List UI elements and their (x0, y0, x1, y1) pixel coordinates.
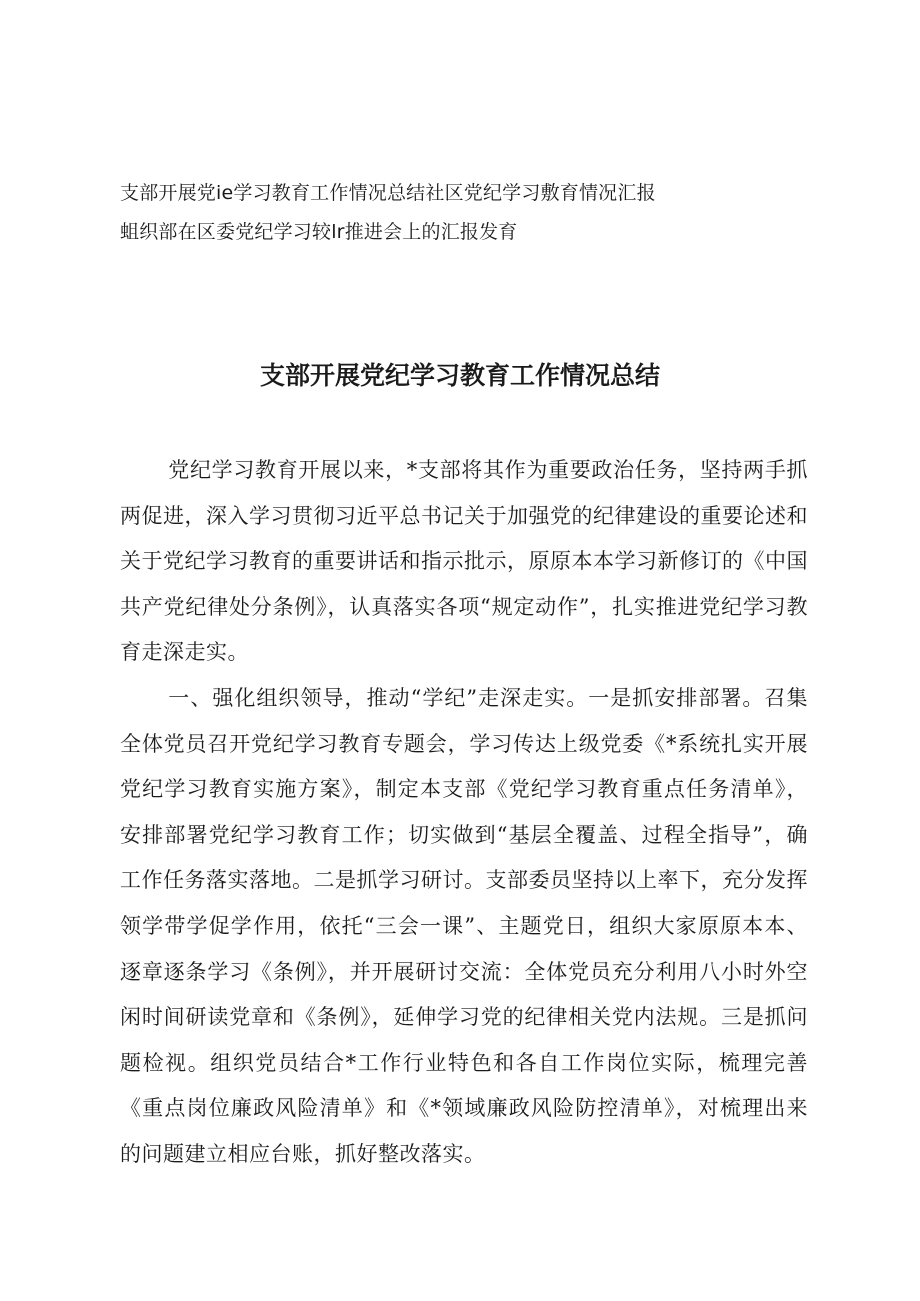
body-paragraph-intro: 党纪学习教育开展以来，*支部将其作为重要政治任务，坚持两手抓两促进，深入学习贯彻习近平总书记关于加强党的纪律建设的重要论述和关于党纪学习教育的重要讲话和指示批示，原原本本学习新修订的《中国共产党纪律处分条例》，认真落实各项“规定动作”，扎实推进党纪学习教育走深走实。 (120, 458, 808, 665)
related-article-title-2: 蛆织部在区委党纪学习较lr推进会上的汇报发育 (120, 221, 518, 243)
related-article-title-1: 支部开展党ie学习教育工作情况总结社区党纪学习敷育情况汇报 (120, 182, 656, 204)
body-paragraph-section-1: 一、强化组织领导，推动“学纪”走深走实。一是抓安排部署。召集全体党员召开党纪学习教育专题会，学习传达上级党委《*系统扎实开展党纪学习教育实施方案》，制定本支部《党纪学习教育重点任务清单》，安排部署党纪学习教育工作；切实做到“基层全覆盖、过程全指导”，确工作任务落实落地。二是抓学习研讨。支部委员坚持以上率下，充分发挥领学带学促学作用，依托“三会一课”、主题党日，组织大家原原本本、逐章逐条学习《条例》，并开展研讨交流：全体党员充分利用八小时外空闲时间研读党章和《条例》，延伸学习党的纪律相关党内法规。三是抓问题检视。组织党员结合*工作行业特色和各自工作岗位实际，梳理完善《重点岗位廉政风险清单》和《*领域廉政风险防控清单》，对梳理出来的问题建立相应台账，抓好整改落实。 (120, 685, 808, 1166)
related-articles-list (120, 176, 840, 249)
document-body (120, 448, 808, 1178)
document-title: 支部开展党纪学习教育工作情况总结 (259, 361, 660, 390)
